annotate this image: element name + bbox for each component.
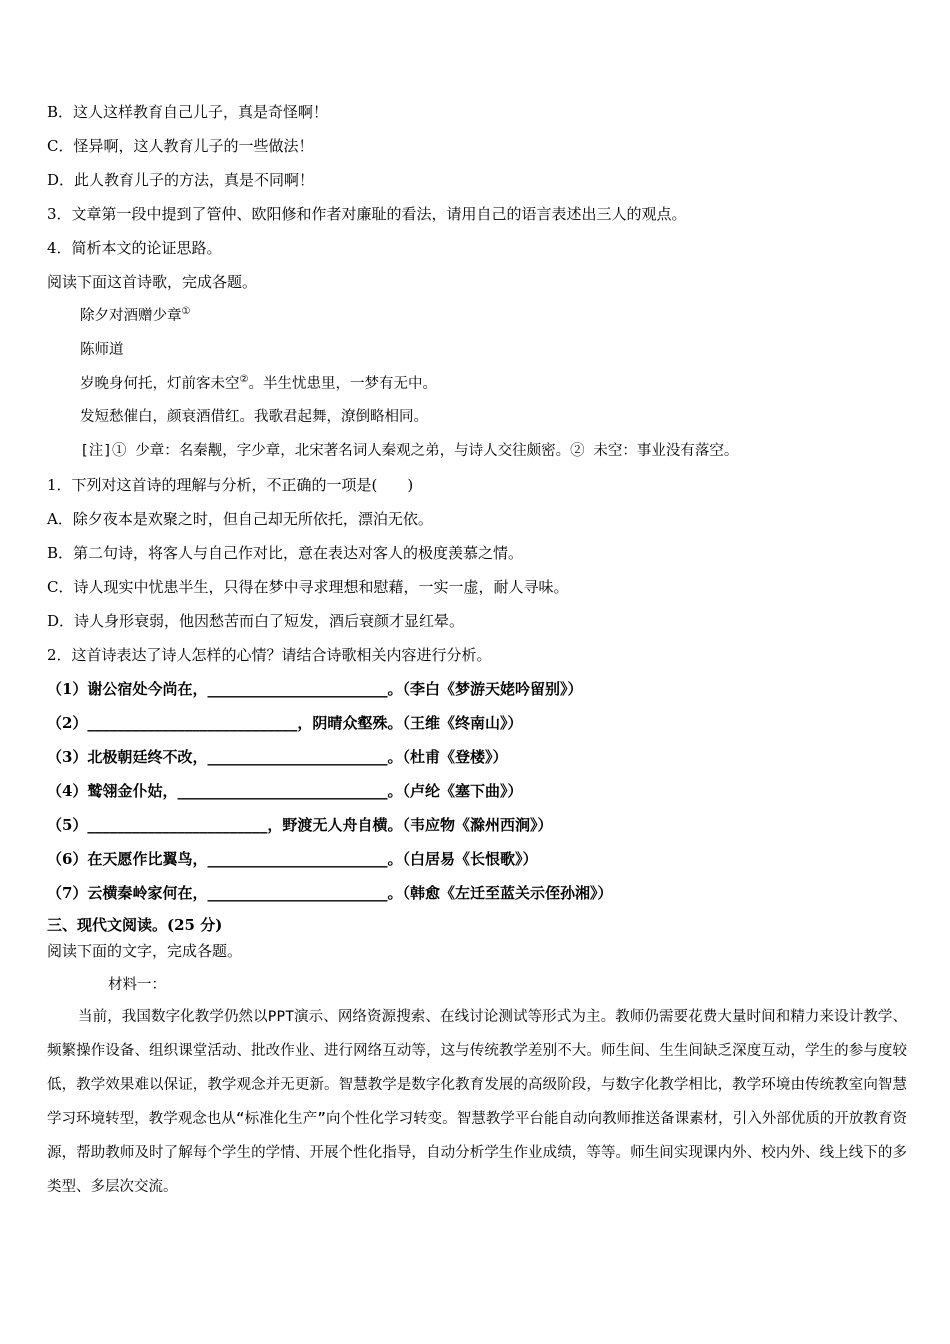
fill-blank-7: （7）云横秦岭家何在，________________________。（韩愈《左迁至蓝关示侄孙湘》） — [47, 884, 613, 902]
question-4: 4．简析本文的论证思路。 — [47, 239, 222, 257]
poem-title-note: ① — [181, 306, 191, 318]
poem-question-2: 2．这首诗表达了诗人怎样的心情？请结合诗歌相关内容进行分析。 — [47, 646, 492, 664]
poem-intro: 阅读下面这首诗歌，完成各题。 — [47, 273, 258, 291]
poem-author: 陈师道 — [80, 342, 124, 358]
fill-blank-5: （5）________________________，野渡无人舟自横。（韦应物《滁州西涧》） — [47, 816, 553, 834]
poem-annotation: [注]① 少章：名秦觏，字少章，北宋著名词人秦观之弟，与诗人交往颇密。② 未空：事业没有落空。 — [80, 443, 739, 459]
option-b-prev: B．这人这样教育自己儿子，真是奇怪啊！ — [47, 103, 329, 121]
poem-line-1a: 岁晚身何托，灯前客未空 — [80, 376, 240, 392]
section-3-intro: 阅读下面的文字，完成各题。 — [47, 942, 243, 960]
poem-title — [80, 306, 190, 326]
poem-line-1b: 。半生忧患里，一梦有无中。 — [248, 376, 437, 392]
poem-option-b: B．第二句诗，将客人与自己作对比，意在表达对客人的极度羡慕之情。 — [47, 544, 524, 562]
question-3: 3．文章第一段中提到了管仲、欧阳修和作者对廉耻的看法，请用自己的语言表述出三人的观点。 — [47, 205, 687, 223]
fill-blank-2: （2）____________________________，阴晴众壑殊。（王维《终南山》） — [47, 714, 523, 732]
option-c-prev: C．怪异啊，这人教育儿子的一些做法！ — [47, 137, 314, 155]
poem-title-text: 除夕对酒赠少章 — [80, 308, 182, 324]
option-d-prev: D．此人教育儿子的方法，真是不同啊！ — [47, 171, 315, 189]
section-3-heading: 三、现代文阅读。(25 分) — [47, 916, 223, 934]
poem-option-a: A．除夕夜本是欢聚之时，但自己却无所依托，漂泊无依。 — [47, 510, 433, 528]
poem-line-1 — [80, 374, 437, 394]
fill-blank-6: （6）在天愿作比翼鸟，________________________。（白居易《长恨歌》） — [47, 850, 538, 868]
poem-line-1-note: ② — [239, 374, 249, 386]
fill-blank-3: （3）北极朝廷终不改，________________________。（杜甫《登楼》） — [47, 748, 508, 766]
material-paragraph: 当前，我国数字化教学仍然以PPT演示、网络资源搜索、在线讨论测试等形式为主。教师仍需要花费大量时间和精力来设计教学、频繁操作设备、组织课堂活动、批改作业、进行网络互动等，这与传统教学差别不大。师生间、生生间缺乏深度互动，学生的参与度较低，教学效果难以保证，教学观念并无更新。智慧教学是数字化教育发展的高级阶段，与数字化教学相比，教学环境由传统教室向智慧学习环境转型，教学观念也从“标准化生产”向个性化学习转变。智慧教学平台能自动向教师推送备课素材，引入外部优质的开放教育资源，帮助教师及时了解每个学生的学情、开展个性化指导，自动分析学生作业成绩，等等。师生间实现课内外、校内外、线上线下的多类型、多层次交流。 — [47, 1009, 907, 1195]
poem-line-2: 发短愁催白，颜衰酒借红。我歌君起舞，潦倒略相同。 — [80, 409, 428, 425]
poem-option-d: D．诗人身形衰弱，他因愁苦而白了短发，酒后衰颜才显红晕。 — [47, 612, 465, 630]
fill-blank-4: （4）鹫翎金仆姑，____________________________。（卢纶《塞下曲》） — [47, 782, 523, 800]
fill-blank-1: （1）谢公宿处今尚在，________________________。（李白《梦游天姥吟留别》） — [47, 680, 583, 698]
poem-option-c: C．诗人现实中忧患半生，只得在梦中寻求理想和慰藉，一实一虚，耐人寻味。 — [47, 578, 569, 596]
material-label: 材料一： — [108, 977, 166, 993]
poem-question-1: 1．下列对这首诗的理解与分析，不正确的一项是( ) — [47, 476, 414, 494]
